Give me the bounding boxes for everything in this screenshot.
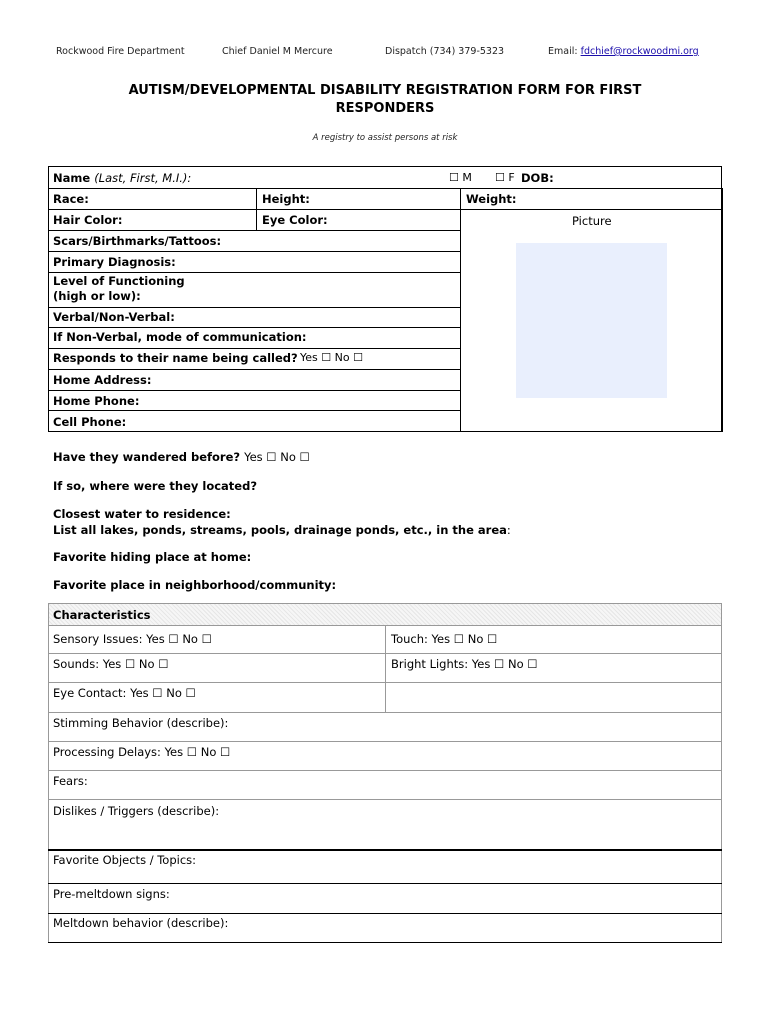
primary-diagnosis-label: Primary Diagnosis: (53, 255, 176, 269)
form-title-line2: RESPONDERS (335, 101, 435, 116)
wandered-checkboxes[interactable]: Yes ☐ No ☐ (244, 450, 310, 464)
processing-delays-row[interactable]: Processing Delays: Yes ☐ No ☐ (53, 745, 231, 759)
email-label: Email: (548, 46, 578, 57)
form-title-line1: AUTISM/DEVELOPMENTAL DISABILITY REGISTRATION FORM FOR FIRST (128, 83, 642, 98)
characteristics-header: Characteristics (53, 608, 151, 622)
verbal-label: Verbal/Non-Verbal: (53, 310, 175, 324)
row-line (48, 410, 461, 411)
picture-label: Picture (572, 214, 612, 228)
level-of-functioning-label: Level of Functioning (high or low): (53, 274, 185, 303)
char-row-line (48, 849, 722, 851)
header-chief: Chief Daniel M Mercure (222, 46, 333, 57)
char-row-line (48, 712, 722, 713)
male-checkbox[interactable]: ☐ M (449, 171, 472, 184)
touch-row[interactable]: Touch: Yes ☐ No ☐ (391, 632, 498, 646)
neighborhood-place-question: Favorite place in neighborhood/community: (53, 578, 337, 592)
char-border-bottom (48, 942, 722, 943)
dob-label: DOB: (521, 171, 554, 185)
table-border-left (48, 166, 49, 432)
row-line (48, 230, 461, 231)
form-subtitle: A registry to assist persons at risk (312, 133, 458, 143)
char-border-left (48, 603, 49, 943)
fears-row: Fears: (53, 774, 88, 788)
header-email (548, 46, 699, 57)
scars-label: Scars/Birthmarks/Tattoos: (53, 234, 222, 248)
hair-color-label: Hair Color: (53, 213, 123, 227)
bright-lights-row[interactable]: Bright Lights: Yes ☐ No ☐ (391, 657, 538, 671)
email-link[interactable]: fdchief@rockwoodmi.org (580, 46, 699, 57)
row-line (48, 369, 461, 370)
row-line (48, 251, 461, 252)
char-row-line (48, 770, 722, 771)
char-border-right (721, 603, 722, 943)
dislikes-row: Dislikes / Triggers (describe): (53, 804, 220, 818)
row-line (48, 390, 461, 391)
table-border-top (48, 166, 722, 167)
female-checkbox[interactable]: ☐ F (495, 171, 515, 184)
table-border-right (721, 188, 723, 432)
eye-contact-row[interactable]: Eye Contact: Yes ☐ No ☐ (53, 686, 196, 700)
row-line (48, 188, 722, 189)
responds-checkboxes[interactable]: Yes ☐ No ☐ (300, 351, 363, 364)
home-phone-label: Home Phone: (53, 394, 140, 408)
header-dispatch: Dispatch (734) 379-5323 (385, 46, 505, 57)
name-field-label: Name (Last, First, M.I.): (53, 171, 192, 185)
row-line (48, 327, 461, 328)
located-question: If so, where were they located? (53, 479, 257, 493)
row-line (48, 307, 461, 308)
char-row-line (48, 913, 722, 914)
col-line (460, 188, 461, 431)
weight-label: Weight: (466, 192, 517, 206)
char-row-line (48, 741, 722, 742)
char-col-line (385, 625, 386, 712)
eye-color-label: Eye Color: (262, 213, 328, 227)
race-label: Race: (53, 192, 89, 206)
col-line (256, 188, 257, 230)
responds-to-name-label: Responds to their name being called? (53, 351, 298, 365)
header-department: Rockwood Fire Department (56, 46, 185, 57)
closest-water-question: Closest water to residence: List all lakes, ponds, streams, pools, drainage ponds, etc., in the area: (53, 507, 511, 537)
communication-mode-label: If Non-Verbal, mode of communication: (53, 330, 307, 344)
row-line (48, 272, 461, 273)
sounds-row[interactable]: Sounds: Yes ☐ No ☐ (53, 657, 169, 671)
form-title (60, 82, 710, 118)
wandered-question: Have they wandered before? Yes ☐ No ☐ (53, 450, 310, 464)
row-line (48, 209, 722, 210)
hiding-place-question: Favorite hiding place at home: (53, 550, 252, 564)
picture-upload-area[interactable] (516, 243, 667, 398)
row-line (48, 348, 461, 349)
char-row-line (48, 799, 722, 800)
char-border-top (48, 603, 722, 604)
stimming-row: Stimming Behavior (describe): (53, 716, 229, 730)
cell-phone-label: Cell Phone: (53, 415, 127, 429)
table-border-bottom (48, 431, 723, 432)
pre-meltdown-row: Pre-meltdown signs: (53, 887, 170, 901)
table-border-right-top (721, 166, 722, 188)
char-row-line (48, 883, 722, 884)
height-label: Height: (262, 192, 310, 206)
sensory-issues-row[interactable]: Sensory Issues: Yes ☐ No ☐ (53, 632, 212, 646)
meltdown-behavior-row: Meltdown behavior (describe): (53, 916, 229, 930)
favorite-objects-row: Favorite Objects / Topics: (53, 853, 197, 867)
home-address-label: Home Address: (53, 373, 152, 387)
